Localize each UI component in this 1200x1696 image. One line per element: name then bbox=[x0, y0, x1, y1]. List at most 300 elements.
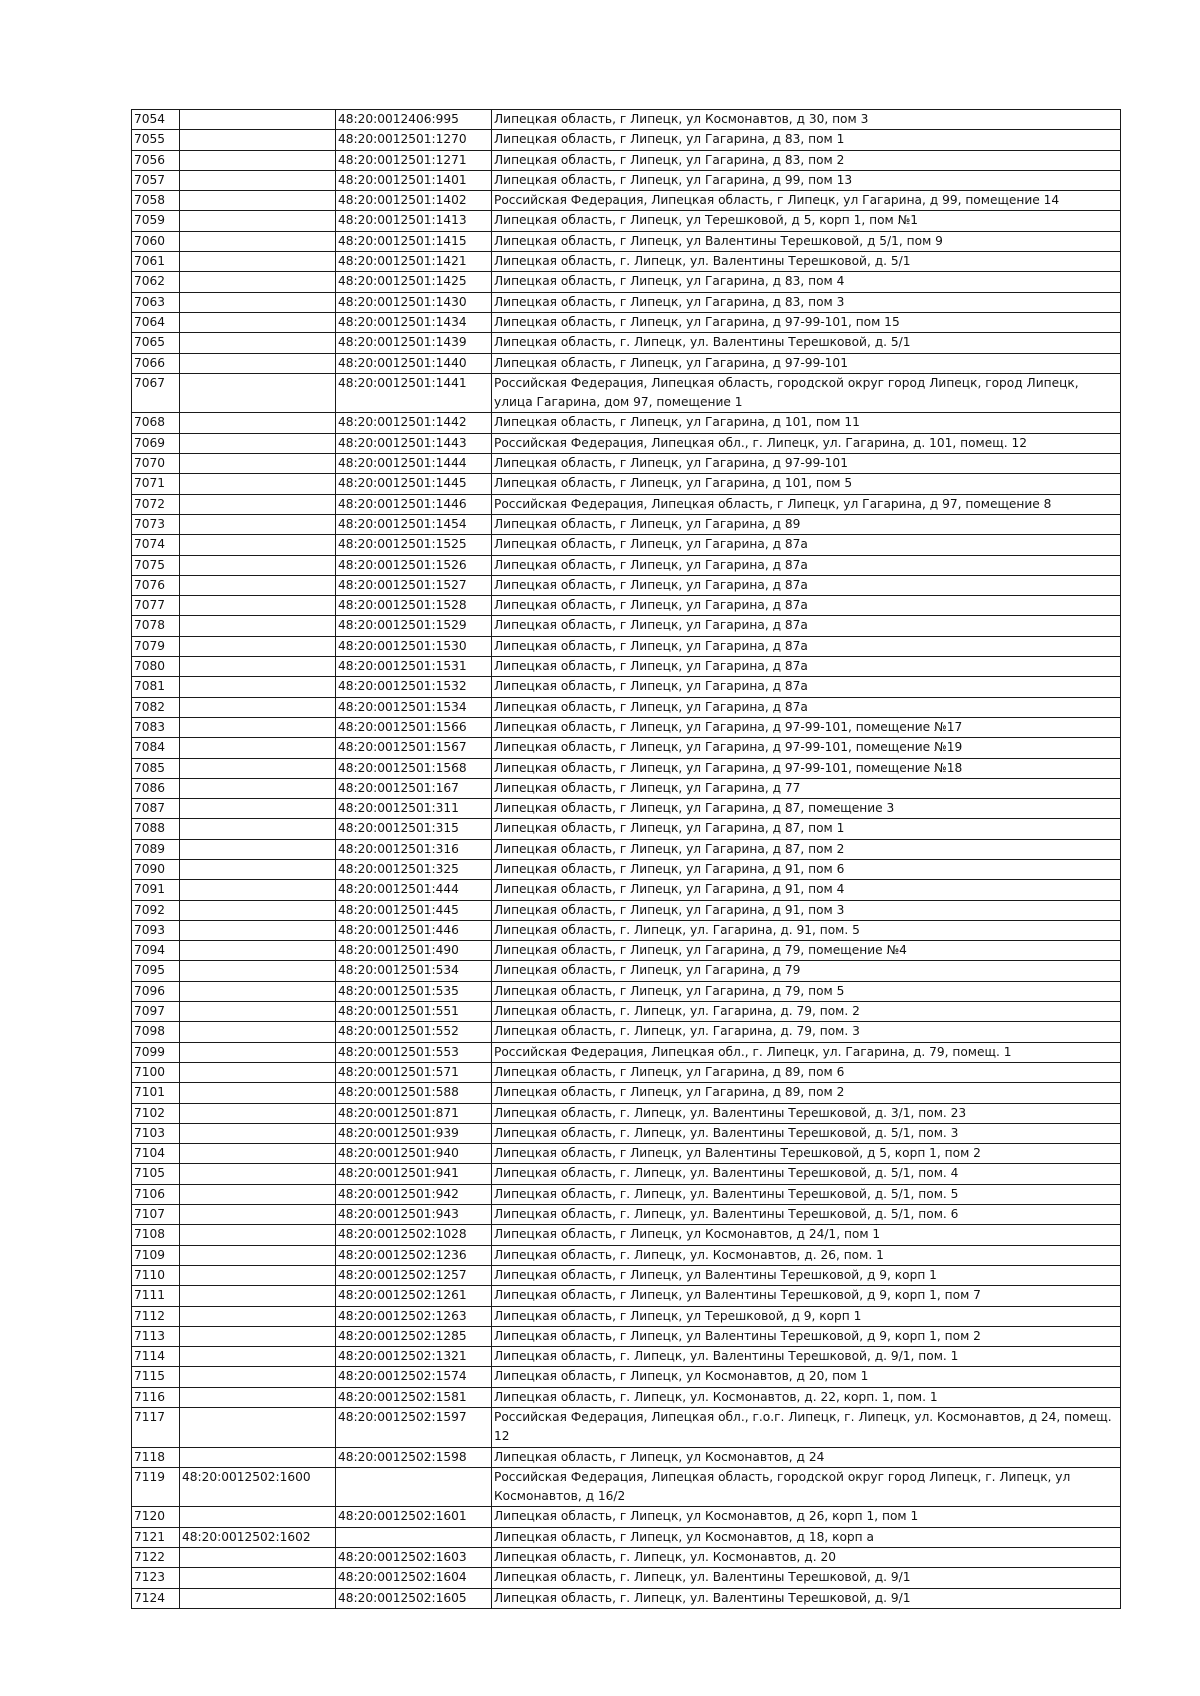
row-number-cell: 7078 bbox=[132, 616, 180, 636]
address-cell: Липецкая область, г Липецк, ул Гагарина, д 87а bbox=[492, 616, 1121, 636]
cadastral-number-primary-cell bbox=[180, 799, 336, 819]
cadastral-number-primary-cell bbox=[180, 657, 336, 677]
address-cell: Липецкая область, г Липецк, ул Гагарина, д 91, пом 6 bbox=[492, 859, 1121, 879]
table-row bbox=[132, 1527, 1121, 1547]
cadastral-number-cell: 48:20:0012501:534 bbox=[336, 961, 492, 981]
cadastral-number-cell: 48:20:0012502:1603 bbox=[336, 1548, 492, 1568]
cadastral-number-cell: 48:20:0012501:445 bbox=[336, 900, 492, 920]
address-cell: Липецкая область, г. Липецк, ул. Гагарина, д. 91, пом. 5 bbox=[492, 920, 1121, 940]
row-number-cell: 7058 bbox=[132, 191, 180, 211]
table-row bbox=[132, 636, 1121, 656]
row-number-cell: 7102 bbox=[132, 1103, 180, 1123]
cadastral-number-cell: 48:20:0012501:1445 bbox=[336, 474, 492, 494]
address-cell: Липецкая область, г. Липецк, ул. Космонавтов, д. 22, корп. 1, пом. 1 bbox=[492, 1387, 1121, 1407]
table-row bbox=[132, 1347, 1121, 1367]
cadastral-number-primary-cell bbox=[180, 231, 336, 251]
row-number-cell: 7101 bbox=[132, 1083, 180, 1103]
row-number-cell: 7120 bbox=[132, 1507, 180, 1527]
row-number-cell: 7081 bbox=[132, 677, 180, 697]
table-row bbox=[132, 454, 1121, 474]
table-row bbox=[132, 555, 1121, 575]
cadastral-number-cell: 48:20:0012501:1443 bbox=[336, 433, 492, 453]
table-row bbox=[132, 170, 1121, 190]
row-number-cell: 7112 bbox=[132, 1306, 180, 1326]
cadastral-number-primary-cell bbox=[180, 1103, 336, 1123]
cadastral-number-cell: 48:20:0012502:1605 bbox=[336, 1588, 492, 1608]
cadastral-number-primary-cell bbox=[180, 110, 336, 130]
cadastral-number-primary-cell bbox=[180, 616, 336, 636]
table-row bbox=[132, 1265, 1121, 1285]
cadastral-number-primary-cell bbox=[180, 1123, 336, 1143]
address-cell: Липецкая область, г Липецк, ул Гагарина, д 87, помещение 3 bbox=[492, 799, 1121, 819]
cadastral-number-primary-cell bbox=[180, 211, 336, 231]
table-row bbox=[132, 474, 1121, 494]
cadastral-number-cell: 48:20:0012501:553 bbox=[336, 1042, 492, 1062]
cadastral-number-cell: 48:20:0012501:1530 bbox=[336, 636, 492, 656]
cadastral-number-cell: 48:20:0012502:1601 bbox=[336, 1507, 492, 1527]
table-body bbox=[132, 110, 1121, 1609]
row-number-cell: 7086 bbox=[132, 778, 180, 798]
table-row bbox=[132, 1507, 1121, 1527]
row-number-cell: 7054 bbox=[132, 110, 180, 130]
cadastral-number-primary-cell bbox=[180, 1062, 336, 1082]
cadastral-number-primary-cell bbox=[180, 535, 336, 555]
table-row bbox=[132, 1184, 1121, 1204]
table-row bbox=[132, 961, 1121, 981]
address-cell: Липецкая область, г Липецк, ул Гагарина, д 79, пом 5 bbox=[492, 981, 1121, 1001]
cadastral-number-cell: 48:20:0012501:1413 bbox=[336, 211, 492, 231]
cadastral-number-primary-cell bbox=[180, 252, 336, 272]
cadastral-number-cell: 48:20:0012501:1454 bbox=[336, 514, 492, 534]
row-number-cell: 7119 bbox=[132, 1467, 180, 1507]
table-row bbox=[132, 272, 1121, 292]
address-cell: Липецкая область, г Липецк, ул Гагарина, д 97-99-101 bbox=[492, 454, 1121, 474]
cadastral-number-primary-cell bbox=[180, 1387, 336, 1407]
cadastral-number-primary-cell bbox=[180, 474, 336, 494]
address-cell: Липецкая область, г Липецк, ул Терешковой, д 5, корп 1, пом №1 bbox=[492, 211, 1121, 231]
address-cell: Липецкая область, г Липецк, ул Гагарина, д 79, помещение №4 bbox=[492, 941, 1121, 961]
row-number-cell: 7077 bbox=[132, 596, 180, 616]
table-row bbox=[132, 616, 1121, 636]
row-number-cell: 7060 bbox=[132, 231, 180, 251]
address-cell: Липецкая область, г Липецк, ул Гагарина, д 89 bbox=[492, 514, 1121, 534]
row-number-cell: 7097 bbox=[132, 1002, 180, 1022]
cadastral-number-primary-cell bbox=[180, 514, 336, 534]
address-cell: Липецкая область, г. Липецк, ул. Валентины Терешковой, д. 3/1, пом. 23 bbox=[492, 1103, 1121, 1123]
row-number-cell: 7071 bbox=[132, 474, 180, 494]
cadastral-number-primary-cell bbox=[180, 1548, 336, 1568]
address-cell: Липецкая область, г Липецк, ул Космонавтов, д 24/1, пом 1 bbox=[492, 1225, 1121, 1245]
row-number-cell: 7110 bbox=[132, 1265, 180, 1285]
table-row bbox=[132, 657, 1121, 677]
cadastral-number-cell: 48:20:0012501:551 bbox=[336, 1002, 492, 1022]
cadastral-number-cell: 48:20:0012502:1028 bbox=[336, 1225, 492, 1245]
cadastral-number-cell: 48:20:0012501:316 bbox=[336, 839, 492, 859]
table-row bbox=[132, 819, 1121, 839]
table-row bbox=[132, 1042, 1121, 1062]
table-row bbox=[132, 1568, 1121, 1588]
table-row bbox=[132, 1062, 1121, 1082]
address-cell: Липецкая область, г Липецк, ул Гагарина, д 89, пом 6 bbox=[492, 1062, 1121, 1082]
cadastral-number-cell: 48:20:0012501:1434 bbox=[336, 312, 492, 332]
cadastral-number-cell: 48:20:0012501:1531 bbox=[336, 657, 492, 677]
table-row bbox=[132, 799, 1121, 819]
address-cell: Липецкая область, г. Липецк, ул. Валентины Терешковой, д. 9/1 bbox=[492, 1588, 1121, 1608]
table-row bbox=[132, 1164, 1121, 1184]
address-cell: Липецкая область, г Липецк, ул Гагарина, д 87а bbox=[492, 596, 1121, 616]
row-number-cell: 7068 bbox=[132, 413, 180, 433]
table-row bbox=[132, 373, 1121, 413]
address-cell: Липецкая область, г Липецк, ул Гагарина, д 79 bbox=[492, 961, 1121, 981]
row-number-cell: 7063 bbox=[132, 292, 180, 312]
address-cell: Липецкая область, г Липецк, ул Гагарина, д 83, пом 1 bbox=[492, 130, 1121, 150]
cadastral-number-primary-cell: 48:20:0012502:1602 bbox=[180, 1527, 336, 1547]
table-row bbox=[132, 738, 1121, 758]
address-cell: Липецкая область, г Липецк, ул Гагарина, д 97-99-101, помещение №19 bbox=[492, 738, 1121, 758]
address-cell: Российская Федерация, Липецкая область, г Липецк, ул Гагарина, д 97, помещение 8 bbox=[492, 494, 1121, 514]
cadastral-number-cell: 48:20:0012501:1528 bbox=[336, 596, 492, 616]
address-cell: Липецкая область, г Липецк, ул Гагарина, д 87а bbox=[492, 677, 1121, 697]
cadastral-number-cell: 48:20:0012501:939 bbox=[336, 1123, 492, 1143]
cadastral-number-cell: 48:20:0012501:1444 bbox=[336, 454, 492, 474]
address-cell: Липецкая область, г Липецк, ул Валентины Терешковой, д 5/1, пом 9 bbox=[492, 231, 1121, 251]
cadastral-number-cell: 48:20:0012501:1402 bbox=[336, 191, 492, 211]
address-cell: Российская Федерация, Липецкая обл., г. Липецк, ул. Гагарина, д. 79, помещ. 1 bbox=[492, 1042, 1121, 1062]
cadastral-number-primary-cell bbox=[180, 1205, 336, 1225]
cadastral-number-primary-cell bbox=[180, 130, 336, 150]
cadastral-number-cell: 48:20:0012501:444 bbox=[336, 880, 492, 900]
cadastral-number-primary-cell bbox=[180, 1306, 336, 1326]
cadastral-number-cell: 48:20:0012501:167 bbox=[336, 778, 492, 798]
cadastral-number-cell: 48:20:0012501:1526 bbox=[336, 555, 492, 575]
cadastral-number-cell: 48:20:0012501:1421 bbox=[336, 252, 492, 272]
row-number-cell: 7085 bbox=[132, 758, 180, 778]
address-cell: Липецкая область, г Липецк, ул Гагарина, д 83, пом 4 bbox=[492, 272, 1121, 292]
address-cell: Российская Федерация, Липецкая область, г Липецк, ул Гагарина, д 99, помещение 14 bbox=[492, 191, 1121, 211]
cadastral-number-cell: 48:20:0012501:942 bbox=[336, 1184, 492, 1204]
table-row bbox=[132, 1083, 1121, 1103]
table-row bbox=[132, 1123, 1121, 1143]
address-cell: Липецкая область, г Липецк, ул Гагарина, д 97-99-101, помещение №17 bbox=[492, 717, 1121, 737]
cadastral-number-cell: 48:20:0012501:1401 bbox=[336, 170, 492, 190]
cadastral-number-cell: 48:20:0012501:1439 bbox=[336, 333, 492, 353]
cadastral-number-cell: 48:20:0012501:588 bbox=[336, 1083, 492, 1103]
table-row bbox=[132, 717, 1121, 737]
address-cell: Липецкая область, г Липецк, ул Терешковой, д 9, корп 1 bbox=[492, 1306, 1121, 1326]
table-row bbox=[132, 1022, 1121, 1042]
table-row bbox=[132, 859, 1121, 879]
table-row bbox=[132, 697, 1121, 717]
cadastral-number-cell: 48:20:0012502:1574 bbox=[336, 1367, 492, 1387]
cadastral-number-cell bbox=[336, 1467, 492, 1507]
cadastral-number-cell: 48:20:0012501:943 bbox=[336, 1205, 492, 1225]
row-number-cell: 7075 bbox=[132, 555, 180, 575]
table-row bbox=[132, 1103, 1121, 1123]
address-cell: Липецкая область, г. Липецк, ул. Валентины Терешковой, д. 5/1, пом. 3 bbox=[492, 1123, 1121, 1143]
cadastral-number-cell: 48:20:0012501:490 bbox=[336, 941, 492, 961]
cadastral-number-primary-cell: 48:20:0012502:1600 bbox=[180, 1467, 336, 1507]
row-number-cell: 7118 bbox=[132, 1447, 180, 1467]
cadastral-number-primary-cell bbox=[180, 961, 336, 981]
cadastral-number-cell: 48:20:0012501:325 bbox=[336, 859, 492, 879]
table-row bbox=[132, 231, 1121, 251]
row-number-cell: 7064 bbox=[132, 312, 180, 332]
table-row bbox=[132, 758, 1121, 778]
table-row bbox=[132, 353, 1121, 373]
row-number-cell: 7111 bbox=[132, 1286, 180, 1306]
cadastral-number-primary-cell bbox=[180, 1022, 336, 1042]
row-number-cell: 7087 bbox=[132, 799, 180, 819]
row-number-cell: 7104 bbox=[132, 1144, 180, 1164]
cadastral-number-cell: 48:20:0012501:311 bbox=[336, 799, 492, 819]
cadastral-number-cell: 48:20:0012501:535 bbox=[336, 981, 492, 1001]
row-number-cell: 7059 bbox=[132, 211, 180, 231]
cadastral-number-primary-cell bbox=[180, 555, 336, 575]
row-number-cell: 7100 bbox=[132, 1062, 180, 1082]
cadastral-number-primary-cell bbox=[180, 677, 336, 697]
cadastral-number-cell: 48:20:0012501:571 bbox=[336, 1062, 492, 1082]
table-row bbox=[132, 1326, 1121, 1346]
cadastral-number-primary-cell bbox=[180, 454, 336, 474]
cadastral-number-primary-cell bbox=[180, 880, 336, 900]
cadastral-number-cell: 48:20:0012501:941 bbox=[336, 1164, 492, 1184]
address-cell: Липецкая область, г. Липецк, ул. Валентины Терешковой, д. 5/1, пом. 5 bbox=[492, 1184, 1121, 1204]
cadastral-table bbox=[131, 109, 1121, 1609]
cadastral-number-cell: 48:20:0012501:1440 bbox=[336, 353, 492, 373]
address-cell: Липецкая область, г Липецк, ул Гагарина, д 83, пом 2 bbox=[492, 150, 1121, 170]
cadastral-number-primary-cell bbox=[180, 941, 336, 961]
address-cell: Липецкая область, г Липецк, ул Космонавтов, д 24 bbox=[492, 1447, 1121, 1467]
row-number-cell: 7105 bbox=[132, 1164, 180, 1184]
table-row bbox=[132, 880, 1121, 900]
address-cell: Липецкая область, г Липецк, ул Гагарина, д 87, пом 1 bbox=[492, 819, 1121, 839]
cadastral-number-cell bbox=[336, 1527, 492, 1547]
address-cell: Липецкая область, г Липецк, ул Космонавтов, д 20, пом 1 bbox=[492, 1367, 1121, 1387]
row-number-cell: 7115 bbox=[132, 1367, 180, 1387]
cadastral-number-primary-cell bbox=[180, 333, 336, 353]
cadastral-number-primary-cell bbox=[180, 778, 336, 798]
row-number-cell: 7074 bbox=[132, 535, 180, 555]
cadastral-number-cell: 48:20:0012501:1532 bbox=[336, 677, 492, 697]
table-row bbox=[132, 130, 1121, 150]
address-cell: Липецкая область, г Липецк, ул Валентины Терешковой, д 5, корп 1, пом 2 bbox=[492, 1144, 1121, 1164]
row-number-cell: 7057 bbox=[132, 170, 180, 190]
cadastral-number-primary-cell bbox=[180, 1347, 336, 1367]
cadastral-number-primary-cell bbox=[180, 312, 336, 332]
row-number-cell: 7067 bbox=[132, 373, 180, 413]
cadastral-number-primary-cell bbox=[180, 1568, 336, 1588]
cadastral-number-cell: 48:20:0012501:1441 bbox=[336, 373, 492, 413]
row-number-cell: 7083 bbox=[132, 717, 180, 737]
address-cell: Липецкая область, г Липецк, ул Космонавтов, д 30, пом 3 bbox=[492, 110, 1121, 130]
table-row bbox=[132, 900, 1121, 920]
row-number-cell: 7076 bbox=[132, 575, 180, 595]
address-cell: Липецкая область, г Липецк, ул Гагарина, д 87а bbox=[492, 697, 1121, 717]
row-number-cell: 7069 bbox=[132, 433, 180, 453]
table-row bbox=[132, 677, 1121, 697]
address-cell: Липецкая область, г Липецк, ул Гагарина, д 97-99-101, пом 15 bbox=[492, 312, 1121, 332]
cadastral-number-primary-cell bbox=[180, 353, 336, 373]
address-cell: Липецкая область, г. Липецк, ул. Валентины Терешковой, д. 5/1, пом. 6 bbox=[492, 1205, 1121, 1225]
table-row bbox=[132, 1367, 1121, 1387]
row-number-cell: 7114 bbox=[132, 1347, 180, 1367]
address-cell: Липецкая область, г Липецк, ул Гагарина, д 87, пом 2 bbox=[492, 839, 1121, 859]
address-cell: Липецкая область, г. Липецк, ул. Космонавтов, д. 20 bbox=[492, 1548, 1121, 1568]
address-cell: Российская Федерация, Липецкая область, городской округ город Липецк, город Липецк, улица Гагарина, дом 97, помещение 1 bbox=[492, 373, 1121, 413]
address-cell: Липецкая область, г Липецк, ул Гагарина, д 87а bbox=[492, 535, 1121, 555]
cadastral-number-primary-cell bbox=[180, 717, 336, 737]
cadastral-number-cell: 48:20:0012501:1446 bbox=[336, 494, 492, 514]
table-row bbox=[132, 333, 1121, 353]
address-cell: Липецкая область, г Липецк, ул Гагарина, д 87а bbox=[492, 657, 1121, 677]
cadastral-number-cell: 48:20:0012502:1257 bbox=[336, 1265, 492, 1285]
cadastral-number-cell: 48:20:0012502:1263 bbox=[336, 1306, 492, 1326]
table-row bbox=[132, 211, 1121, 231]
row-number-cell: 7088 bbox=[132, 819, 180, 839]
cadastral-number-primary-cell bbox=[180, 920, 336, 940]
table-row bbox=[132, 312, 1121, 332]
table-row bbox=[132, 292, 1121, 312]
address-cell: Липецкая область, г Липецк, ул Валентины Терешковой, д 9, корп 1 bbox=[492, 1265, 1121, 1285]
table-row bbox=[132, 1387, 1121, 1407]
address-cell: Липецкая область, г Липецк, ул Космонавтов, д 18, корп а bbox=[492, 1527, 1121, 1547]
table-row bbox=[132, 1548, 1121, 1568]
address-cell: Липецкая область, г Липецк, ул Космонавтов, д 26, корп 1, пом 1 bbox=[492, 1507, 1121, 1527]
row-number-cell: 7123 bbox=[132, 1568, 180, 1588]
row-number-cell: 7056 bbox=[132, 150, 180, 170]
cadastral-number-cell: 48:20:0012501:1534 bbox=[336, 697, 492, 717]
cadastral-number-cell: 48:20:0012501:940 bbox=[336, 1144, 492, 1164]
table-row bbox=[132, 839, 1121, 859]
table-row bbox=[132, 1205, 1121, 1225]
cadastral-number-primary-cell bbox=[180, 900, 336, 920]
address-cell: Липецкая область, г. Липецк, ул. Космонавтов, д. 26, пом. 1 bbox=[492, 1245, 1121, 1265]
cadastral-number-primary-cell bbox=[180, 981, 336, 1001]
cadastral-number-cell: 48:20:0012502:1598 bbox=[336, 1447, 492, 1467]
cadastral-number-primary-cell bbox=[180, 191, 336, 211]
row-number-cell: 7065 bbox=[132, 333, 180, 353]
address-cell: Липецкая область, г. Липецк, ул. Валентины Терешковой, д. 5/1 bbox=[492, 333, 1121, 353]
table-row bbox=[132, 413, 1121, 433]
address-cell: Липецкая область, г. Липецк, ул. Валентины Терешковой, д. 5/1 bbox=[492, 252, 1121, 272]
row-number-cell: 7055 bbox=[132, 130, 180, 150]
cadastral-number-cell: 48:20:0012501:1271 bbox=[336, 150, 492, 170]
cadastral-number-primary-cell bbox=[180, 697, 336, 717]
table-row bbox=[132, 1408, 1121, 1448]
cadastral-number-cell: 48:20:0012501:1270 bbox=[336, 130, 492, 150]
table-row bbox=[132, 191, 1121, 211]
address-cell: Липецкая область, г Липецк, ул Гагарина, д 87а bbox=[492, 636, 1121, 656]
cadastral-number-primary-cell bbox=[180, 1184, 336, 1204]
cadastral-number-cell: 48:20:0012502:1261 bbox=[336, 1286, 492, 1306]
address-cell: Липецкая область, г Липецк, ул Гагарина, д 87а bbox=[492, 575, 1121, 595]
row-number-cell: 7109 bbox=[132, 1245, 180, 1265]
cadastral-number-cell: 48:20:0012502:1285 bbox=[336, 1326, 492, 1346]
row-number-cell: 7072 bbox=[132, 494, 180, 514]
cadastral-number-primary-cell bbox=[180, 1002, 336, 1022]
address-cell: Российская Федерация, Липецкая обл., г.о.г. Липецк, г. Липецк, ул. Космонавтов, д 24, помещ. 12 bbox=[492, 1408, 1121, 1448]
row-number-cell: 7095 bbox=[132, 961, 180, 981]
table-row bbox=[132, 920, 1121, 940]
row-number-cell: 7093 bbox=[132, 920, 180, 940]
table-row bbox=[132, 1245, 1121, 1265]
table-row bbox=[132, 494, 1121, 514]
table-row bbox=[132, 1144, 1121, 1164]
cadastral-number-primary-cell bbox=[180, 413, 336, 433]
address-cell: Липецкая область, г. Липецк, ул. Валентины Терешковой, д. 9/1 bbox=[492, 1568, 1121, 1588]
address-cell: Липецкая область, г Липецк, ул Валентины Терешковой, д 9, корп 1, пом 7 bbox=[492, 1286, 1121, 1306]
row-number-cell: 7103 bbox=[132, 1123, 180, 1143]
cadastral-number-primary-cell bbox=[180, 1225, 336, 1245]
cadastral-number-cell: 48:20:0012501:1529 bbox=[336, 616, 492, 636]
cadastral-number-cell: 48:20:0012502:1321 bbox=[336, 1347, 492, 1367]
cadastral-number-cell: 48:20:0012501:871 bbox=[336, 1103, 492, 1123]
address-cell: Липецкая область, г Липецк, ул Гагарина, д 77 bbox=[492, 778, 1121, 798]
cadastral-number-cell: 48:20:0012501:1525 bbox=[336, 535, 492, 555]
cadastral-number-cell: 48:20:0012502:1597 bbox=[336, 1408, 492, 1448]
row-number-cell: 7096 bbox=[132, 981, 180, 1001]
cadastral-number-primary-cell bbox=[180, 1408, 336, 1448]
cadastral-number-primary-cell bbox=[180, 1367, 336, 1387]
address-cell: Российская Федерация, Липецкая область, городской округ город Липецк, г. Липецк, ул Космонавтов, д 16/2 bbox=[492, 1467, 1121, 1507]
row-number-cell: 7073 bbox=[132, 514, 180, 534]
row-number-cell: 7062 bbox=[132, 272, 180, 292]
address-cell: Липецкая область, г Липецк, ул Гагарина, д 89, пом 2 bbox=[492, 1083, 1121, 1103]
row-number-cell: 7113 bbox=[132, 1326, 180, 1346]
table-row bbox=[132, 252, 1121, 272]
cadastral-number-primary-cell bbox=[180, 170, 336, 190]
row-number-cell: 7124 bbox=[132, 1588, 180, 1608]
table-row bbox=[132, 1286, 1121, 1306]
row-number-cell: 7117 bbox=[132, 1408, 180, 1448]
cadastral-number-primary-cell bbox=[180, 1447, 336, 1467]
cadastral-number-cell: 48:20:0012501:1430 bbox=[336, 292, 492, 312]
cadastral-number-cell: 48:20:0012501:1567 bbox=[336, 738, 492, 758]
cadastral-number-primary-cell bbox=[180, 819, 336, 839]
address-cell: Липецкая область, г. Липецк, ул. Гагарина, д. 79, пом. 3 bbox=[492, 1022, 1121, 1042]
table-row bbox=[132, 1467, 1121, 1507]
row-number-cell: 7070 bbox=[132, 454, 180, 474]
row-number-cell: 7080 bbox=[132, 657, 180, 677]
row-number-cell: 7092 bbox=[132, 900, 180, 920]
address-cell: Российская Федерация, Липецкая обл., г. Липецк, ул. Гагарина, д. 101, помещ. 12 bbox=[492, 433, 1121, 453]
row-number-cell: 7084 bbox=[132, 738, 180, 758]
row-number-cell: 7089 bbox=[132, 839, 180, 859]
table-row bbox=[132, 1588, 1121, 1608]
row-number-cell: 7094 bbox=[132, 941, 180, 961]
cadastral-number-primary-cell bbox=[180, 272, 336, 292]
cadastral-number-cell: 48:20:0012406:995 bbox=[336, 110, 492, 130]
address-cell: Липецкая область, г. Липецк, ул. Гагарина, д. 79, пом. 2 bbox=[492, 1002, 1121, 1022]
table-row bbox=[132, 596, 1121, 616]
row-number-cell: 7091 bbox=[132, 880, 180, 900]
cadastral-number-cell: 48:20:0012501:1527 bbox=[336, 575, 492, 595]
table-row bbox=[132, 778, 1121, 798]
address-cell: Липецкая область, г Липецк, ул Гагарина, д 97-99-101, помещение №18 bbox=[492, 758, 1121, 778]
table-row bbox=[132, 514, 1121, 534]
cadastral-number-cell: 48:20:0012501:446 bbox=[336, 920, 492, 940]
address-cell: Липецкая область, г Липецк, ул Гагарина, д 91, пом 4 bbox=[492, 880, 1121, 900]
address-cell: Липецкая область, г Липецк, ул Гагарина, д 101, пом 11 bbox=[492, 413, 1121, 433]
cadastral-number-cell: 48:20:0012501:315 bbox=[336, 819, 492, 839]
cadastral-number-cell: 48:20:0012501:1566 bbox=[336, 717, 492, 737]
address-cell: Липецкая область, г Липецк, ул Гагарина, д 101, пом 5 bbox=[492, 474, 1121, 494]
cadastral-number-primary-cell bbox=[180, 1265, 336, 1285]
cadastral-number-primary-cell bbox=[180, 1588, 336, 1608]
row-number-cell: 7116 bbox=[132, 1387, 180, 1407]
cadastral-number-primary-cell bbox=[180, 839, 336, 859]
cadastral-number-primary-cell bbox=[180, 575, 336, 595]
